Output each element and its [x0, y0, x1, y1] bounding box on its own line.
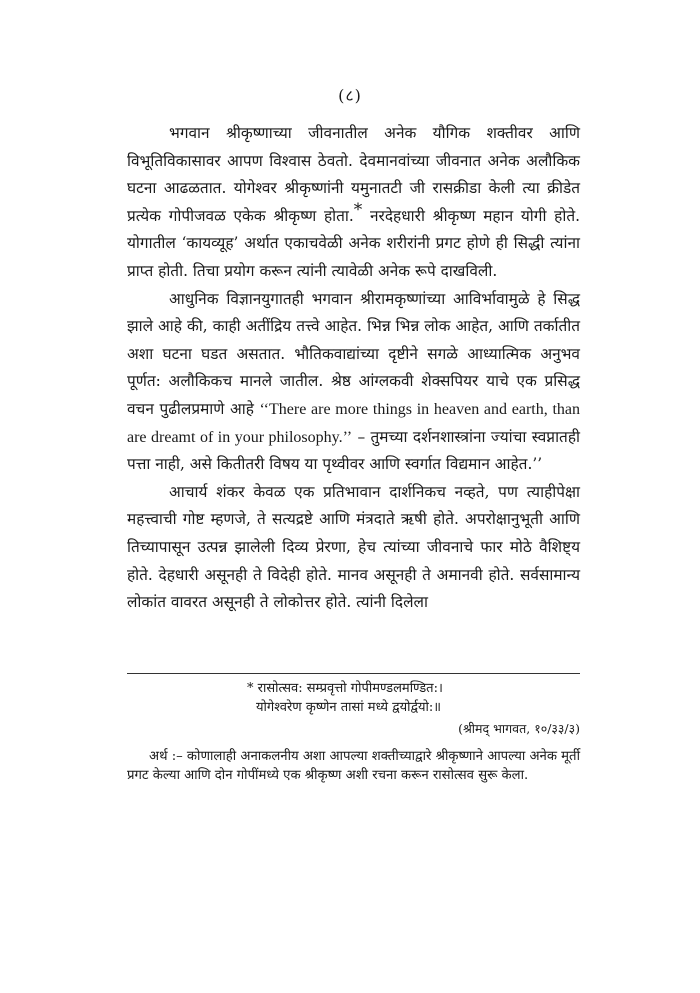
- paragraph-ramakrishna: [127, 286, 580, 479]
- footnote-meaning: अर्थ :– कोणालाही अनाकलनीय अशा आपल्या शक्तीच्याद्वारे श्रीकृष्णाने आपल्या अनेक मूर्ती प्रगट केल्या आणि दोन गोपींमध्ये एक श्रीकृष्ण अशी रचना करून रासोत्सव सुरू केला.: [127, 749, 580, 783]
- footnote-verse-line-2: योगेश्वरेण कृष्णेन तासां मध्ये द्वयोर्द्वयो:॥: [256, 700, 442, 715]
- footnote-divider: [127, 673, 580, 674]
- footnote-marker: *: [353, 199, 363, 220]
- footnote-marker: *: [247, 681, 254, 696]
- paragraph-text: – तुमच्या दर्शनशास्त्रांना ज्यांचा स्वप्नातही पत्ता नाही, असे कितीतरी विषय या पृथ्वीवर आणि स्वर्गात विद्यमान आहेत.’’: [127, 427, 580, 474]
- verse-text: रासोत्सव: सम्प्रवृत्तो गोपीमण्डलमण्डित:।: [253, 681, 443, 696]
- main-text: [127, 120, 580, 617]
- paragraph-text: भगवान श्रीकृष्णाच्या जीवनातील अनेक यौगिक शक्तीवर आणि विभूतिविकासावर आपण विश्वास ठेवतो. देवमानवांच्या जीवनात अनेक अलौकिक घटना आढळतात. योगेश्वर श्रीकृष्णांनी यमुनातटी जी रासक्रीडा केली त्या क्रीडेत प्रत्येक गोपीजवळ एकेक श्रीकृष्ण होता.: [127, 124, 580, 225]
- page-number: (८): [338, 86, 362, 105]
- paragraph-shankara: आचार्य शंकर केवळ एक प्रतिभावान दार्शनिकच नव्हते, पण त्याहीपेक्षा महत्त्वाची गोष्ट म्हणजे, ते सत्यद्रष्टे आणि मंत्रदाते ऋषी होते. अपरोक्षानुभूती आणि तिच्यापासून उत्पन्न झालेली दिव्य प्रेरणा, हेच त्यांच्या जीवनाचे फार मोठे वैशिष्ट्य होते. देहधारी असूनही ते विदेही होते. मानव असूनही ते अमानवी होते. सर्वसामान्य लोकांत वावरत असूनही ते लोकोत्तर होते. त्यांनी दिलेला: [127, 482, 580, 612]
- paragraph-text: आधुनिक विज्ञानयुगातही भगवान श्रीरामकृष्णांच्या आविर्भावामुळे हे सिद्ध झाले आहे की, काही अतींद्रिय तत्त्वे आहेत. भिन्न भिन्न लोक आहेत, आणि तर्कातीत अशा घटना घडत असतात. भौतिकवाद्यांच्या दृष्टीने सगळे आध्यात्मिक अनुभव पूर्णत: अलौकिकच मानले जातील. श्रेष्ठ आंग्लकवी शेक्सपियर याचे एक प्रसिद्ध वचन पुढीलप्रमाणे आहे: [127, 289, 580, 418]
- footnote-citation: (श्रीमद् भागवत, १०/३३/३): [458, 721, 580, 736]
- paragraph-krishna: [127, 120, 580, 286]
- paragraph-text: नरदेहधारी श्रीकृष्ण महान योगी होते. योगातील ‘कायव्यूह’ अर्थात एकाचवेळी अनेक शरीरांनी प्रगट होणे ही सिद्धी त्यांना प्राप्त होती. तिचा प्रयोग करून त्यांनी त्यावेळी अनेक रूपे दाखविली.: [127, 206, 580, 280]
- footnote-verse-line-1: [247, 679, 700, 698]
- shakespeare-quote: ‘‘There are more things in heaven and earth, than are dreamt of in your philosophy.’’: [127, 400, 580, 446]
